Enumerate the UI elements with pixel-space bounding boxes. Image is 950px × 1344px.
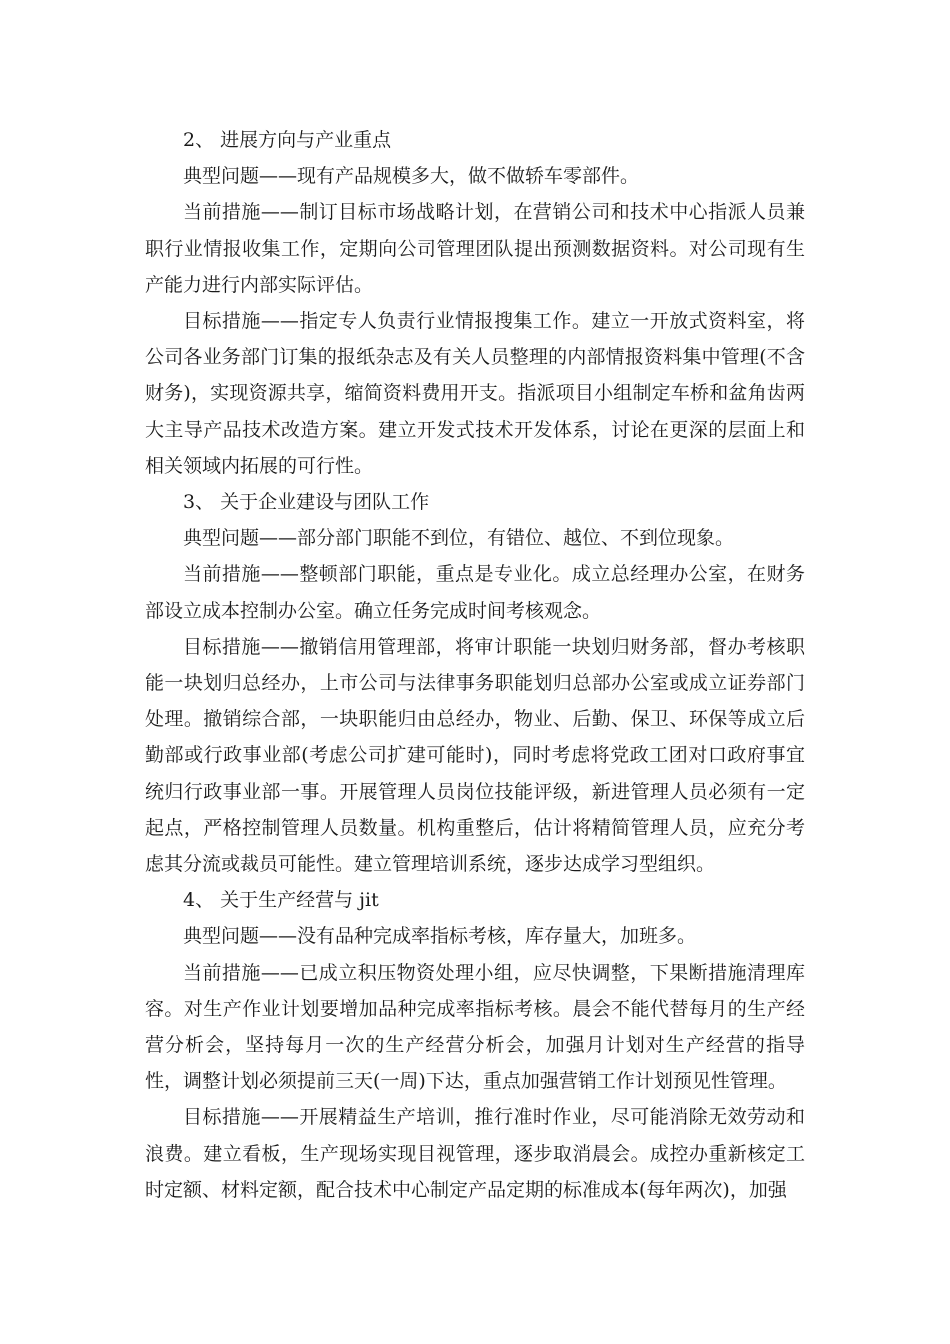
section-heading-2: 2、 进展方向与产业重点 bbox=[183, 129, 392, 151]
paragraph-typical-problem-3: 典型问题——部分部门职能不到位，有错位、越位、不到位现象。 bbox=[183, 527, 735, 550]
paragraph-current-measures-2: 当前措施——制订目标市场战略计划，在营销公司和技术中心指派人员兼职行业情报收集工作，定期向公司管理团队提出预测数据资料。对公司现有生产能力进行内部实际评估。 bbox=[145, 201, 805, 296]
paragraph-current-measures-4: 当前措施——已成立积压物资处理小组，应尽快调整，下果断措施清理库容。对生产作业计划要增加品种完成率指标考核。晨会不能代替每月的生产经营分析会，坚持每月一次的生产经营分析会，加强月计划对生产经营的指导性，调整计划必须提前三天(一周)下达，重点加强营销工作计划预见性管理。 bbox=[145, 961, 805, 1093]
section-heading-3: 3、 关于企业建设与团队工作 bbox=[183, 491, 430, 514]
section-heading-4: 4、 关于生产经营与 jit bbox=[183, 889, 379, 912]
paragraph-current-measures-3: 当前措施——整顿部门职能，重点是专业化。成立总经理办公室，在财务部设立成本控制办公室。确立任务完成时间考核观念。 bbox=[145, 563, 805, 622]
paragraph-typical-problem-4: 典型问题——没有品种完成率指标考核，库存量大，加班多。 bbox=[183, 925, 697, 948]
paragraph-target-measures-3: 目标措施——撤销信用管理部，将审计职能一块划归财务部，督办考核职能一块划归总经办，上市公司与法律事务职能划归总部办公室或成立证券部门处理。撤销综合部，一块职能归由总经办，物业、后勤、保卫、环保等成立后勤部或行政事业部(考虑公司扩建可能时)，同时考虑将党政工团对口政府事宜统归行政事业部一事。开展管理人员岗位技能评级，新进管理人员必须有一定起点，严格控制管理人员数量。机构重整后，估计将精简管理人员，应充分考虑其分流或裁员可能性。建立管理培训系统，逐步达成学习型组织。 bbox=[145, 635, 805, 876]
paragraph-target-measures-4: 目标措施——开展精益生产培训，推行准时作业，尽可能消除无效劳动和浪费。建立看板，生产现场实现目视管理，逐步取消晨会。成控办重新核定工时定额、材料定额，配合技术中心制定产品定期的标准成本(每年两次)，加强 bbox=[145, 1106, 805, 1201]
paragraph-typical-problem-2: 典型问题——现有产品规模多大，做不做轿车零部件。 bbox=[183, 165, 640, 188]
document-body bbox=[145, 122, 805, 1208]
paragraph-target-measures-2: 目标措施——指定专人负责行业情报搜集工作。建立一开放式资料室，将公司各业务部门订集的报纸杂志及有关人员整理的内部情报资料集中管理(不含财务)，实现资源共享，缩简资料费用开支。指派项目小组制定车桥和盆角齿两大主导产品技术改造方案。建立开发式技术开发体系，讨论在更深的层面上和相关领域内拓展的可行性。 bbox=[145, 310, 805, 477]
